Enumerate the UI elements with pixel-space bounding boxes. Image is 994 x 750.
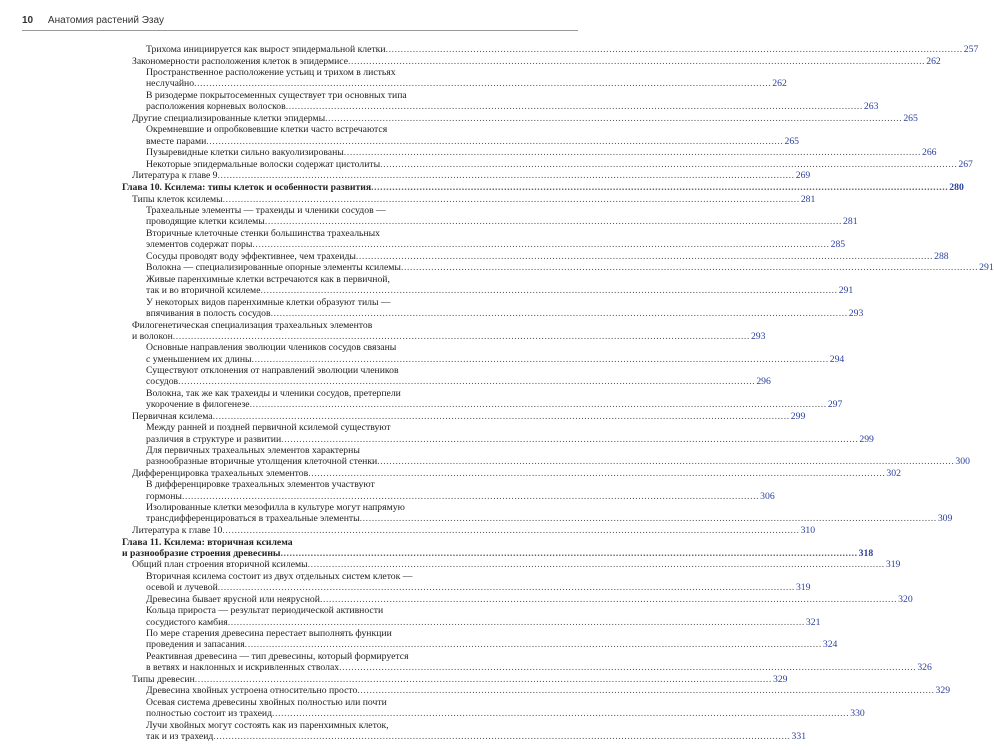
dot-leader <box>320 594 897 605</box>
toc-page-number: 281 <box>843 216 858 228</box>
toc-page-number: 318 <box>858 547 874 559</box>
toc-entry-title: полностью состоит из трахеид <box>146 708 273 720</box>
toc-page-number: 299 <box>790 410 806 422</box>
toc-entry-title: Дифференцировка трахеальных элементов <box>132 467 309 479</box>
toc-page-number: 329 <box>935 685 951 697</box>
toc-page-number: 265 <box>784 135 799 147</box>
toc-entry-title: различия в структуре и развитии <box>146 433 282 445</box>
toc-entry <box>122 697 865 720</box>
toc-entry-title: Литература к главе 10 <box>132 525 223 537</box>
toc-page-number: 267 <box>958 158 973 170</box>
toc-entry <box>122 319 766 342</box>
toc-chapter-entry <box>122 536 874 559</box>
toc-entry <box>122 158 973 170</box>
toc-entry <box>122 262 994 274</box>
toc-entry <box>122 89 879 113</box>
toc-entry <box>122 593 913 605</box>
toc-entry-title: впячивания в полость сосудов <box>146 307 271 319</box>
dot-leader <box>272 708 849 719</box>
dot-leader <box>325 113 902 124</box>
toc-page-number: 319 <box>885 559 901 571</box>
book-title: Анатомия растений Эзау <box>47 15 164 26</box>
toc-entry-title: Некоторые эпидермальные волоски содержат цистолиты <box>146 158 381 170</box>
toc-entry-line: В дифференцировке трахеальных элементов участвуют <box>146 479 375 491</box>
toc-entry <box>122 67 787 90</box>
toc-entry-title: так и во вторичной ксилеме <box>146 285 261 297</box>
toc-entry <box>122 273 854 297</box>
toc-entry-title: неслучайно <box>146 78 195 90</box>
dot-leader <box>182 491 759 502</box>
dot-leader <box>271 308 848 319</box>
toc-entry <box>122 387 843 411</box>
toc-entry-line: Филогенетическая специализация трахеальных элементов <box>132 319 373 331</box>
toc-entry-line: Глава 11. Ксилема: вторичная ксилема <box>122 536 293 548</box>
toc-entry-title: в ветвях и наклонных и искривленных стволах <box>146 662 340 674</box>
dot-leader <box>357 685 934 696</box>
toc-page-number: 330 <box>850 708 865 720</box>
dot-leader <box>348 56 925 67</box>
toc-entry <box>122 605 821 628</box>
dot-leader <box>286 101 863 112</box>
dot-leader <box>206 136 783 147</box>
toc-page-number: 310 <box>800 525 816 537</box>
toc-page-number: 293 <box>848 307 864 319</box>
toc-page-number: 262 <box>772 78 787 90</box>
toc-entry-title: Древесина бывает ярусной или неярусной <box>146 593 320 605</box>
toc-entry <box>122 170 811 182</box>
toc-entry-title: Древесина хвойных устроена относительно просто <box>146 685 358 697</box>
toc-entry-title: сосудов <box>146 376 179 388</box>
toc-entry-title: Общий план строения вторичной ксилемы <box>132 559 308 571</box>
toc-entry-line: В ризодерме покрытосеменных существует три основных типа <box>146 89 407 101</box>
toc-entry <box>122 112 918 124</box>
toc-entry-title: Другие специализированные клетки эпидермы <box>132 112 326 124</box>
toc-entry-title: расположения корневых волосков <box>146 101 286 113</box>
toc-entry <box>122 479 775 502</box>
toc-entry-title: Трихома инициируется как вырост эпидермальной клетки <box>146 44 386 55</box>
dot-leader <box>223 194 800 205</box>
toc-entry-title: так и из трахеид <box>146 731 214 743</box>
toc-entry-line: Вторичные клеточные стенки большинства трахеальных <box>146 227 380 239</box>
toc-entry <box>122 250 949 262</box>
dot-leader <box>386 44 963 55</box>
toc-entry <box>122 296 864 319</box>
toc-page-number: 297 <box>827 399 843 411</box>
toc-entry <box>122 673 788 685</box>
toc-page-number: 306 <box>760 490 775 502</box>
toc-entry-line: Изолированные клетки мезофилла в культуре могут напрямую <box>146 502 405 514</box>
toc-entry-title: укорочение в филогенезе <box>146 399 250 411</box>
toc-entry-line: Волокна, так же как трахеиды и членики сосудов, претерпели <box>146 387 401 399</box>
toc-entry-title: Литература к главе 9 <box>132 170 218 182</box>
toc-entry-line: Между ранней и поздней первичной ксилемой существуют <box>146 422 391 434</box>
toc-entry-title: Глава 10. Ксилема: типы клеток и особенности развития <box>122 181 372 193</box>
toc-entry <box>122 502 953 525</box>
toc-entry <box>122 55 941 67</box>
toc-entry-title: Волокна — специализированные опорные элементы ксилемы <box>146 262 401 274</box>
toc-entry-title: вместе парами <box>146 135 207 147</box>
toc-entry-title: проводящие клетки ксилемы <box>146 216 265 228</box>
toc-entry-line: Реактивная древесина — тип древесины, который формируется <box>146 651 409 663</box>
toc-entry-line: Вторичная ксилема состоит из двух отдельных систем клеток — <box>146 571 413 583</box>
toc-page-number: 326 <box>917 662 932 674</box>
toc-entry-line: Основные направления эволюции члеников сосудов связаны <box>146 342 397 354</box>
toc-entry-title: с уменьшением их длины <box>146 353 252 365</box>
dot-leader <box>308 559 885 570</box>
toc-entry-line: По мере старения древесина перестает выполнять функции <box>146 628 392 640</box>
toc-entry <box>122 365 771 388</box>
toc-entry-title: Пузыревидные клетки сильно вакуолизированы <box>146 147 344 159</box>
toc-entry-title: осевой и лучевой <box>146 582 218 594</box>
dot-leader <box>252 239 829 250</box>
toc-page-number: 302 <box>886 467 901 479</box>
toc-page-number: 309 <box>937 513 953 525</box>
toc-page-number: 324 <box>822 639 838 651</box>
toc-entry-line: У некоторых видов паренхимные клетки образуют тилы — <box>146 296 391 308</box>
toc-entry <box>122 227 846 251</box>
dot-leader <box>195 674 772 685</box>
toc-entry <box>122 193 816 205</box>
toc-entry-title: и волокон <box>132 330 173 342</box>
toc-entry-title: и разнообразие строения древесины <box>122 547 281 559</box>
toc-entry-title: Первичная ксилема <box>132 410 213 422</box>
toc-entry-title: Сосуды проводят воду эффективнее, чем трахеиды <box>146 250 356 262</box>
dot-leader <box>308 468 885 479</box>
dot-leader <box>261 285 838 296</box>
dot-leader <box>371 182 948 193</box>
toc-entry <box>122 147 937 159</box>
dot-leader <box>280 548 857 559</box>
toc-page-number: 320 <box>898 593 913 605</box>
toc-entry-line: Живые паренхимные клетки встречаются как в первичной, <box>146 273 390 285</box>
dot-leader <box>250 399 827 410</box>
toc-page-number: 319 <box>795 582 811 594</box>
toc-chapter-entry <box>122 181 964 193</box>
dot-leader <box>218 170 795 181</box>
toc-page-number: 294 <box>829 353 845 365</box>
toc-entry <box>122 525 816 537</box>
dot-leader <box>252 354 829 365</box>
toc-page-number: 263 <box>863 101 879 113</box>
toc-entry <box>122 205 858 228</box>
table-of-contents <box>122 44 994 743</box>
toc-entry <box>122 124 799 147</box>
toc-entry-line: Осевая система древесины хвойных полностью или почти <box>146 697 387 709</box>
dot-leader <box>377 456 954 467</box>
running-header <box>22 14 578 31</box>
toc-entry <box>122 628 838 651</box>
toc-entry-line: Трахеальные элементы — трахеиды и членики сосудов — <box>146 205 386 217</box>
toc-entry <box>122 559 901 571</box>
toc-page-number: 321 <box>805 616 821 628</box>
toc-page-number: 300 <box>955 456 970 468</box>
dot-leader <box>213 731 790 742</box>
toc-page-number: 262 <box>926 55 941 67</box>
toc-page-number: 296 <box>756 376 771 388</box>
dot-leader <box>213 411 790 422</box>
toc-entry-line: Для первичных трахеальных элементов характерны <box>146 445 360 457</box>
toc-entry-title: Закономерности расположения клеток в эпидермисе <box>132 55 349 67</box>
dot-leader <box>356 251 933 262</box>
dot-leader <box>228 617 805 628</box>
toc-page-number: 265 <box>903 112 918 124</box>
toc-entry-title: проведения и запасания <box>146 639 245 651</box>
toc-entry <box>122 467 901 479</box>
toc-page-number: 280 <box>949 181 964 193</box>
toc-entry-line: Кольца прироста — результат периодической активности <box>146 605 384 617</box>
toc-entry-line: Окремневшие и опробковевшие клетки часто встречаются <box>146 124 388 136</box>
toc-entry <box>122 445 970 468</box>
toc-page-number: 291 <box>979 262 994 274</box>
toc-entry <box>122 44 979 55</box>
toc-entry <box>122 685 951 697</box>
toc-page-number: 266 <box>921 147 937 159</box>
dot-leader <box>218 582 795 593</box>
toc-entry-title: Типы клеток ксилемы <box>132 193 223 205</box>
dot-leader <box>265 216 842 227</box>
toc-entry-title: трансдифференцироваться в трахеальные элементы <box>146 513 360 525</box>
dot-leader <box>380 159 957 170</box>
toc-page-number: 285 <box>830 239 846 251</box>
toc-entry <box>122 571 811 594</box>
toc-page-number: 269 <box>795 170 811 182</box>
toc-page-number: 288 <box>934 250 949 262</box>
toc-entry <box>122 422 874 445</box>
toc-entry-title: разнообразные вторичные утолщения клеточной стенки <box>146 456 378 468</box>
toc-page-number: 257 <box>963 44 979 55</box>
toc-entry <box>122 342 845 365</box>
dot-leader <box>344 147 921 158</box>
toc-page-number: 293 <box>750 330 766 342</box>
dot-leader <box>339 662 916 673</box>
toc-entry <box>122 651 932 674</box>
toc-entry-title: гормоны <box>146 490 182 502</box>
dot-leader <box>281 434 858 445</box>
toc-entry-title: Типы древесин <box>132 673 195 685</box>
toc-page-number: 299 <box>859 433 874 445</box>
dot-leader <box>173 331 750 342</box>
toc-entry-line: Лучи хвойных могут состоять как из паренхимных клеток, <box>146 719 389 731</box>
toc-page-number: 331 <box>791 731 807 743</box>
dot-leader <box>401 262 978 273</box>
dot-leader <box>194 78 771 89</box>
toc-entry <box>122 410 806 422</box>
toc-page-number: 329 <box>772 673 788 685</box>
toc-page-number: 291 <box>838 285 854 297</box>
toc-entry-line: Пространственное расположение устьиц и трихом в листьях <box>146 67 396 79</box>
page-number: 10 <box>22 15 34 26</box>
dot-leader <box>245 639 822 650</box>
dot-leader <box>222 525 799 536</box>
dot-leader <box>178 376 755 387</box>
toc-entry <box>122 719 807 743</box>
toc-entry-line: Существуют отклонения от направлений эволюции члеников <box>146 365 399 377</box>
toc-entry-title: сосудистого камбия <box>146 616 228 628</box>
toc-page-number: 281 <box>800 193 816 205</box>
dot-leader <box>360 513 937 524</box>
toc-entry-title: элементов содержат поры <box>146 239 253 251</box>
